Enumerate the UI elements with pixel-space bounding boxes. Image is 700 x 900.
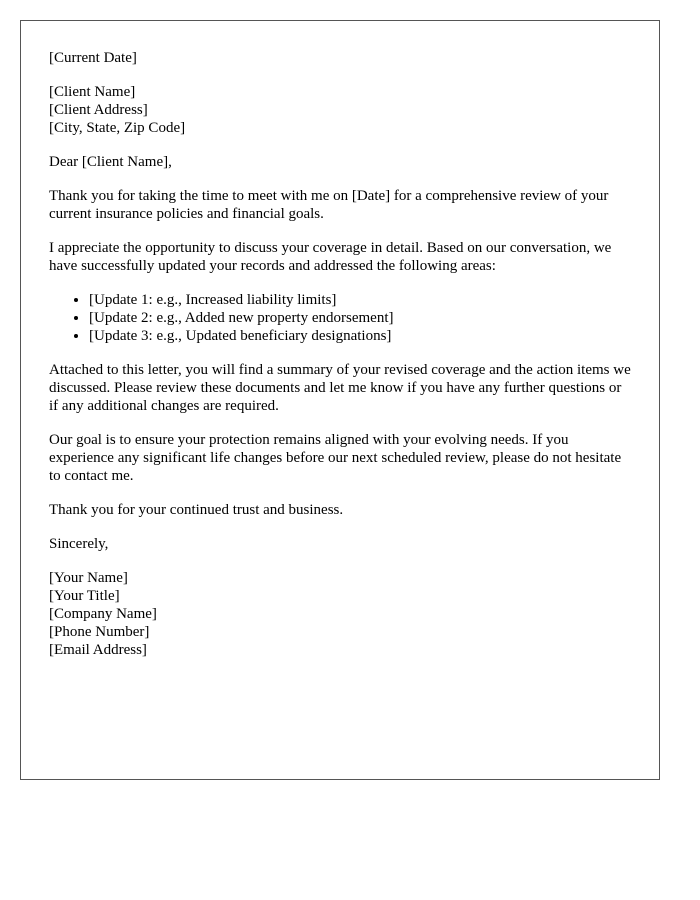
recipient-city-state-zip: [City, State, Zip Code] — [49, 120, 186, 136]
body-paragraph-5: Thank you for your continued trust and business. — [49, 502, 344, 518]
recipient-name: [Client Name] — [49, 84, 136, 100]
list-item: • [Update 2: e.g., Added new property endorsement] — [89, 309, 631, 327]
signature-company: [Company Name] — [49, 606, 157, 622]
signature-email: [Email Address] — [49, 642, 147, 658]
updates-list — [49, 291, 631, 345]
signature-title: [Your Title] — [49, 588, 120, 604]
list-item: • [Update 1: e.g., Increased liability limits] — [89, 291, 631, 309]
recipient-address-block — [49, 83, 631, 137]
closing: Sincerely, — [49, 536, 109, 552]
letter-date — [49, 49, 631, 67]
signature-block — [49, 569, 631, 659]
list-item: • [Update 3: e.g., Updated beneficiary designations] — [89, 327, 631, 345]
salutation: Dear [Client Name], — [49, 154, 172, 170]
body-paragraph-2: I appreciate the opportunity to discuss your coverage in detail. Based on our conversation, we have successfully updated your records and addressed the following areas: — [49, 240, 612, 274]
body-paragraph-4: Our goal is to ensure your protection remains aligned with your evolving needs. If you experience any significant life changes before our next scheduled review, please do not hesitate to contact me. — [49, 432, 622, 484]
signature-name: [Your Name] — [49, 570, 128, 586]
letter-page — [20, 20, 660, 780]
recipient-address: [Client Address] — [49, 102, 148, 118]
body-paragraph-1: Thank you for taking the time to meet with me on [Date] for a comprehensive review of your current insurance policies and financial goals. — [49, 188, 609, 222]
body-paragraph-3: Attached to this letter, you will find a summary of your revised coverage and the action items we discussed. Please review these documents and let me know if you have any further questions or if any additional changes are required. — [49, 362, 631, 414]
date-line: [Current Date] — [49, 50, 137, 66]
signature-phone: [Phone Number] — [49, 624, 150, 640]
